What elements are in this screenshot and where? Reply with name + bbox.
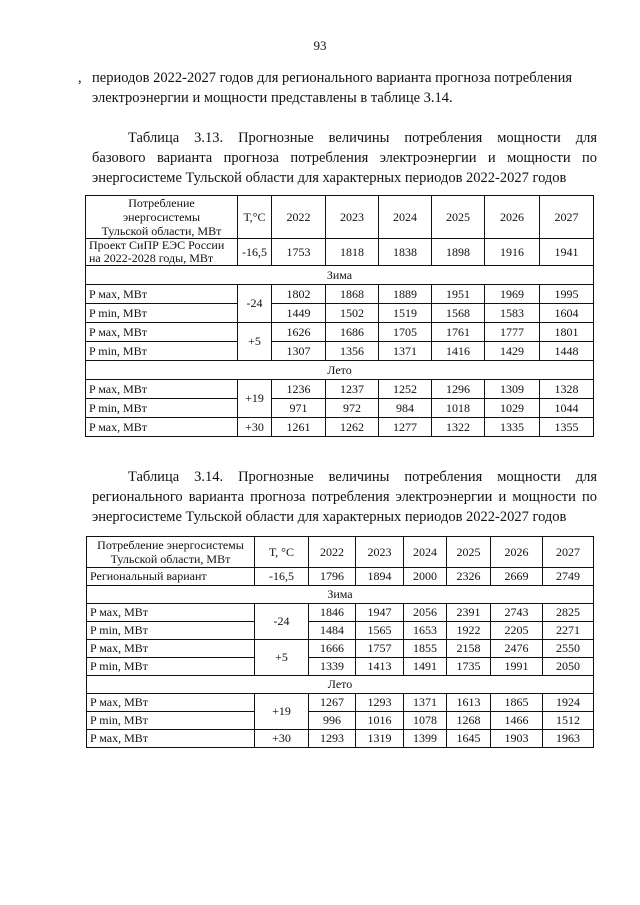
- cell-value: 1078: [404, 712, 447, 730]
- header-year: 2027: [540, 196, 594, 239]
- header-label-line: Потребление: [128, 196, 195, 210]
- cell-value: 1371: [379, 342, 432, 361]
- row-temp: -16,5: [238, 239, 272, 266]
- cell-value: 1237: [326, 380, 379, 399]
- cell-value: 1519: [379, 304, 432, 323]
- header-label-line: Тульской области, МВт: [110, 552, 231, 566]
- cell-value: 1491: [404, 658, 447, 676]
- cell-value: 1293: [309, 730, 356, 748]
- cell-value: 1328: [540, 380, 594, 399]
- cell-value: 1016: [356, 712, 404, 730]
- cell-value: 1416: [432, 342, 485, 361]
- cell-value: 2550: [543, 640, 594, 658]
- cell-value: 1029: [485, 399, 540, 418]
- cell-value: 1268: [447, 712, 491, 730]
- cell-value: 1868: [326, 285, 379, 304]
- row-label: P min, МВт: [87, 658, 255, 676]
- header-label: [86, 196, 238, 239]
- cell-value: 1267: [309, 694, 356, 712]
- cell-value: 1484: [309, 622, 356, 640]
- cell-value: 1613: [447, 694, 491, 712]
- caption-line: Таблица 3.14. Прогнозные величины потребления мощности для: [128, 469, 597, 485]
- cell-value: 1261: [272, 418, 326, 437]
- cell-value: 2000: [404, 568, 447, 586]
- cell-value: 1777: [485, 323, 540, 342]
- cell-value: 1399: [404, 730, 447, 748]
- header-label-line: Потребление энергосистемы: [97, 538, 244, 552]
- page-number: 93: [313, 38, 327, 53]
- caption-line: энергосистеме Тульской области для характерных периодов 2022-2027 годов: [92, 170, 567, 186]
- row-label: P мах, МВт: [87, 640, 255, 658]
- cell-value: 1802: [272, 285, 326, 304]
- cell-value: 1429: [485, 342, 540, 361]
- cell-value: 2391: [447, 604, 491, 622]
- cell-value: 2749: [543, 568, 594, 586]
- season-row: [87, 676, 594, 694]
- row-label: P min, МВт: [86, 342, 238, 361]
- cell-value: 1995: [540, 285, 594, 304]
- row-temp: -16,5: [255, 568, 309, 586]
- cell-value: 1686: [326, 323, 379, 342]
- intro-paragraph: [78, 68, 597, 108]
- header-year: 2022: [309, 537, 356, 568]
- cell-value: 1296: [432, 380, 485, 399]
- cell-value: 1044: [540, 399, 594, 418]
- cell-value: 1916: [485, 239, 540, 266]
- table-row: [86, 380, 594, 399]
- cell-value: 1941: [540, 239, 594, 266]
- cell-value: 1838: [379, 239, 432, 266]
- cell-value: 1735: [447, 658, 491, 676]
- table-row: [86, 399, 594, 418]
- cell-value: 1666: [309, 640, 356, 658]
- row-label: P мах, МВт: [87, 604, 255, 622]
- cell-value: 1757: [356, 640, 404, 658]
- intro-line-1: периодов 2022-2027 годов для регионального варианта прогноза потребления: [92, 70, 573, 86]
- table-3-14: [86, 536, 594, 748]
- cell-value: 1947: [356, 604, 404, 622]
- table-row: [86, 285, 594, 304]
- cell-value: 2476: [491, 640, 543, 658]
- cell-value: 1466: [491, 712, 543, 730]
- cell-value: 2743: [491, 604, 543, 622]
- season-label-summer: Лето: [87, 676, 594, 694]
- header-label-line: энергосистемы: [122, 210, 201, 224]
- cell-value: 1653: [404, 622, 447, 640]
- header-label: [87, 537, 255, 568]
- cell-value: 1903: [491, 730, 543, 748]
- cell-value: 1371: [404, 694, 447, 712]
- cell-value: 1565: [356, 622, 404, 640]
- header-label-line: Тульской области, МВт: [101, 224, 222, 238]
- header-temp: Т,°С: [238, 196, 272, 239]
- cell-value: 1449: [272, 304, 326, 323]
- table-row: [87, 730, 594, 748]
- cell-value: 2669: [491, 568, 543, 586]
- row-temp: +30: [238, 418, 272, 437]
- cell-value: 2205: [491, 622, 543, 640]
- cell-value: 1356: [326, 342, 379, 361]
- season-label-winter: Зима: [87, 586, 594, 604]
- cell-value: 1355: [540, 418, 594, 437]
- cell-value: 1969: [485, 285, 540, 304]
- header-year: 2026: [485, 196, 540, 239]
- caption-line: энергосистеме Тульской области для характерных периодов 2022-2027 годов: [92, 509, 567, 525]
- cell-value: 1309: [485, 380, 540, 399]
- cell-value: 2326: [447, 568, 491, 586]
- season-row: [86, 361, 594, 380]
- cell-value: 1512: [543, 712, 594, 730]
- cell-value: 1448: [540, 342, 594, 361]
- cell-value: 1568: [432, 304, 485, 323]
- row-label: P min, МВт: [86, 399, 238, 418]
- row-label: P мах, МВт: [87, 730, 255, 748]
- row-label: P мах, МВт: [86, 418, 238, 437]
- cell-value: 1894: [356, 568, 404, 586]
- cell-value: 1604: [540, 304, 594, 323]
- row-temp: +30: [255, 730, 309, 748]
- row-label: P мах, МВт: [86, 380, 238, 399]
- header-year: 2027: [543, 537, 594, 568]
- row-temp: -24: [255, 604, 309, 640]
- cell-value: 1924: [543, 694, 594, 712]
- cell-value: 1583: [485, 304, 540, 323]
- table-row: [87, 712, 594, 730]
- row-label: P min, МВт: [86, 304, 238, 323]
- row-temp: +19: [238, 380, 272, 418]
- cell-value: 1796: [309, 568, 356, 586]
- cell-value: 1963: [543, 730, 594, 748]
- header-year: 2024: [379, 196, 432, 239]
- cell-value: 1413: [356, 658, 404, 676]
- table-3-14-caption: [92, 467, 597, 527]
- cell-value: 1889: [379, 285, 432, 304]
- cell-value: 2056: [404, 604, 447, 622]
- cell-value: 1252: [379, 380, 432, 399]
- season-label-summer: Лето: [86, 361, 594, 380]
- table-row: [87, 694, 594, 712]
- table-row: [87, 640, 594, 658]
- row-label: P мах, МВт: [86, 285, 238, 304]
- cell-value: 1846: [309, 604, 356, 622]
- cell-value: 1339: [309, 658, 356, 676]
- header-year: 2023: [356, 537, 404, 568]
- stray-mark: ,: [78, 70, 82, 86]
- cell-value: 1335: [485, 418, 540, 437]
- cell-value: 1322: [432, 418, 485, 437]
- header-year: 2026: [491, 537, 543, 568]
- caption-line: Таблица 3.13. Прогнозные величины потребления мощности для: [128, 130, 597, 146]
- cell-value: 2158: [447, 640, 491, 658]
- cell-value: 1951: [432, 285, 485, 304]
- table-row: [87, 658, 594, 676]
- header-year: 2025: [447, 537, 491, 568]
- cell-value: 1753: [272, 239, 326, 266]
- season-row: [86, 266, 594, 285]
- row-temp: -24: [238, 285, 272, 323]
- cell-value: 1801: [540, 323, 594, 342]
- row-label-line: Проект СиПР ЕЭС России: [89, 238, 225, 252]
- row-label: P мах, МВт: [87, 694, 255, 712]
- row-temp: +5: [238, 323, 272, 361]
- header-temp: Т, °С: [255, 537, 309, 568]
- cell-value: 1705: [379, 323, 432, 342]
- cell-value: 1307: [272, 342, 326, 361]
- cell-value: 1991: [491, 658, 543, 676]
- cell-value: 984: [379, 399, 432, 418]
- season-label-winter: Зима: [86, 266, 594, 285]
- row-temp: +19: [255, 694, 309, 730]
- cell-value: 2825: [543, 604, 594, 622]
- cell-value: 1865: [491, 694, 543, 712]
- cell-value: 972: [326, 399, 379, 418]
- cell-value: 1236: [272, 380, 326, 399]
- row-label-line: на 2022-2028 годы, МВт: [89, 251, 214, 265]
- cell-value: 1502: [326, 304, 379, 323]
- cell-value: 1818: [326, 239, 379, 266]
- header-row: [86, 196, 594, 239]
- table-3-13: [85, 195, 594, 437]
- caption-line: базового варианта прогноза потребления электроэнергии и мощности по: [92, 150, 597, 166]
- table-row: [86, 323, 594, 342]
- table-row: [86, 239, 594, 266]
- table-row: [86, 304, 594, 323]
- cell-value: 1277: [379, 418, 432, 437]
- table-row: [86, 418, 594, 437]
- header-year: 2022: [272, 196, 326, 239]
- header-year: 2024: [404, 537, 447, 568]
- cell-value: 1262: [326, 418, 379, 437]
- row-label: P мах, МВт: [86, 323, 238, 342]
- season-row: [87, 586, 594, 604]
- table-row: [86, 342, 594, 361]
- table-row: [87, 568, 594, 586]
- row-label: P min, МВт: [87, 712, 255, 730]
- cell-value: 996: [309, 712, 356, 730]
- cell-value: 1855: [404, 640, 447, 658]
- row-label: [86, 239, 238, 266]
- cell-value: 971: [272, 399, 326, 418]
- cell-value: 1018: [432, 399, 485, 418]
- table-row: [87, 604, 594, 622]
- header-year: 2023: [326, 196, 379, 239]
- cell-value: 2050: [543, 658, 594, 676]
- cell-value: 1645: [447, 730, 491, 748]
- header-year: 2025: [432, 196, 485, 239]
- cell-value: 1293: [356, 694, 404, 712]
- intro-line-2: электроэнергии и мощности представлены в таблице 3.14.: [92, 90, 453, 106]
- row-label: Региональный вариант: [87, 568, 255, 586]
- cell-value: 1761: [432, 323, 485, 342]
- header-row: [87, 537, 594, 568]
- cell-value: 2271: [543, 622, 594, 640]
- row-temp: +5: [255, 640, 309, 676]
- caption-line: регионального варианта прогноза потребления электроэнергии и мощности по: [92, 489, 597, 505]
- cell-value: 1626: [272, 323, 326, 342]
- cell-value: 1319: [356, 730, 404, 748]
- cell-value: 1898: [432, 239, 485, 266]
- table-3-13-caption: [92, 128, 597, 188]
- cell-value: 1922: [447, 622, 491, 640]
- table-row: [87, 622, 594, 640]
- row-label: P min, МВт: [87, 622, 255, 640]
